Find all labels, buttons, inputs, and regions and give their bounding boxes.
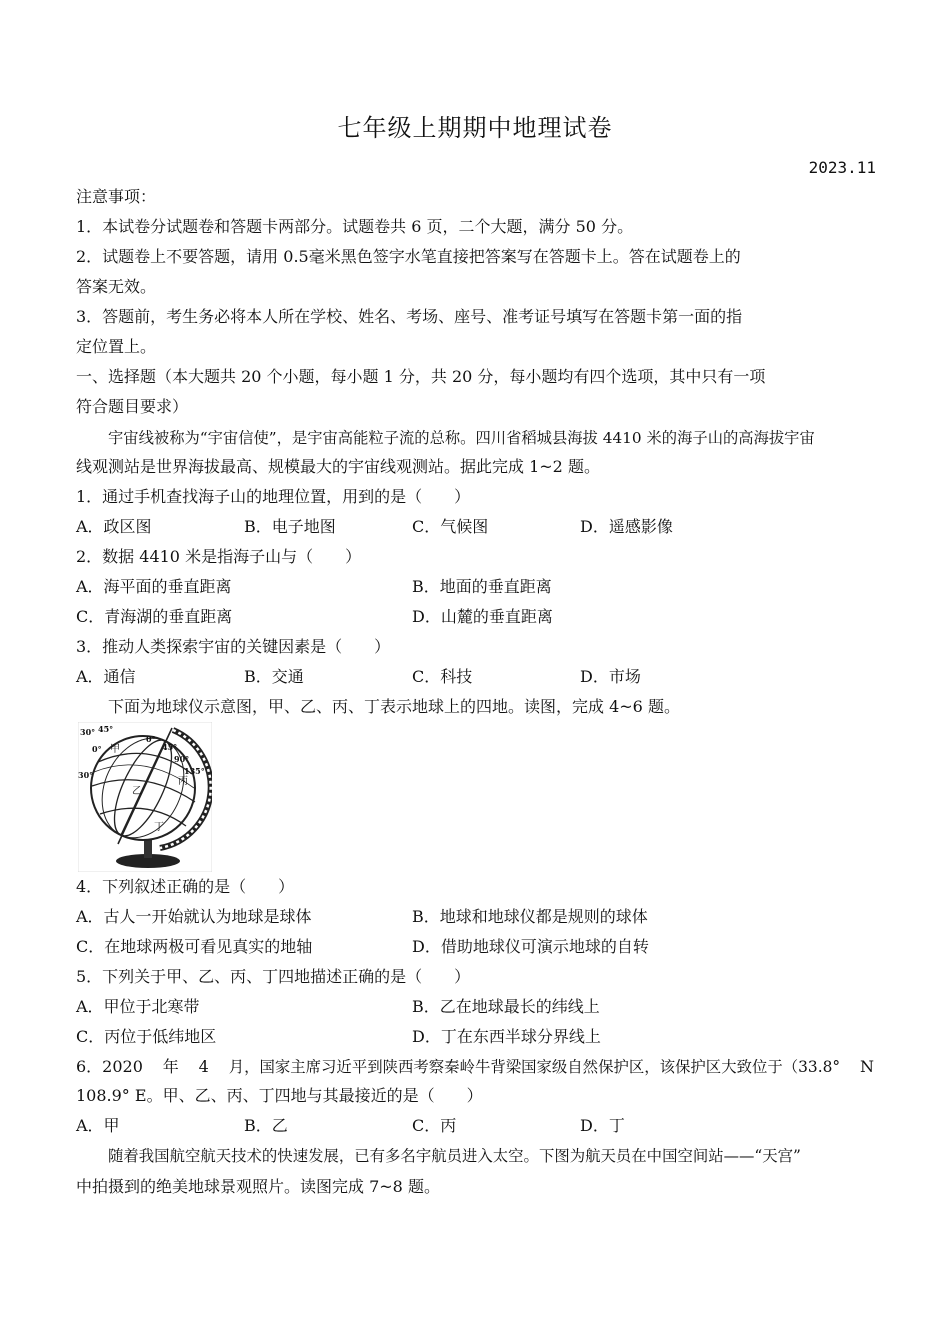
q1-option-b: B．电子地图 <box>244 517 336 536</box>
q1-option-a: A．政区图 <box>76 517 152 536</box>
globe-label-jia: 甲 <box>110 744 120 755</box>
passage3-line1: 随着我国航空航天技术的快速发展，已有多名宇航员进入太空。下图为航天员在中国空间站——“天宫” <box>108 1147 801 1165</box>
globe-label-ding: 丁 <box>154 822 164 833</box>
globe-label-45-right: 45° <box>162 742 178 752</box>
passage3-line2: 中拍摄到的绝美地球景观照片。读图完成 7~8 题。 <box>76 1177 440 1196</box>
globe-figure <box>78 722 212 872</box>
exam-date: 2023.11 <box>808 158 876 177</box>
notice-item-2b: 答案无效。 <box>76 277 157 296</box>
q5-option-b: B．乙在地球最长的纬线上 <box>412 997 600 1016</box>
q2-option-d: D．山麓的垂直距离 <box>412 607 553 626</box>
q6-option-c: C．丙 <box>412 1116 457 1135</box>
section-heading-a: 一、选择题（本大题共 20 个小题，每小题 1 分，共 20 分，每小题均有四个选项，其中只有一项 <box>76 367 766 386</box>
q3-option-b: B．交通 <box>244 667 304 686</box>
passage2: 下面为地球仪示意图，甲、乙、丙、丁表示地球上的四地。读图，完成 4~6 题。 <box>108 697 680 716</box>
q1-stem: 1．通过手机查找海子山的地理位置，用到的是（ ） <box>76 487 471 506</box>
q6-stem-a-part3: 4 <box>198 1057 209 1076</box>
q6-stem-b: 108.9° E。甲、乙、丙、丁四地与其最接近的是（ ） <box>76 1086 483 1105</box>
exam-title: 七年级上期期中地理试卷 <box>337 114 613 142</box>
q5-stem: 5．下列关于甲、乙、丙、丁四地描述正确的是（ ） <box>76 967 471 986</box>
q6-stem-a-part1: 6．2020 <box>76 1057 143 1076</box>
notice-item-3b: 定位置上。 <box>76 337 157 356</box>
globe-label-30-left: 30° <box>78 770 94 780</box>
q2-stem: 2．数据 4410 米是指海子山与（ ） <box>76 547 362 566</box>
q6-option-b: B．乙 <box>244 1116 288 1135</box>
q6-stem-a <box>76 1057 874 1077</box>
q3-option-a: A．通信 <box>76 667 136 686</box>
q3-option-d: D．市场 <box>580 667 641 686</box>
globe-label-135: 135° <box>184 766 205 776</box>
q5-option-d: D．丁在东西半球分界线上 <box>412 1027 601 1046</box>
q1-option-d: D．遥感影像 <box>580 517 673 536</box>
notice-item-2a: 2．试题卷上不要答题，请用 0.5毫米黑色签字水笔直接把答案写在答题卡上。答在试题卷上的 <box>76 247 741 266</box>
q3-stem: 3．推动人类探索宇宙的关键因素是（ ） <box>76 637 391 656</box>
q6-stem-a-part2: 年 <box>162 1057 179 1076</box>
globe-label-90: 90° <box>174 754 190 764</box>
q4-option-d: D．借助地球仪可演示地球的自转 <box>412 937 649 956</box>
q6-stem-a-part4: 月，国家主席习近平到陕西考察秦岭牛背梁国家级自然保护区，该保护区大致位于（33.8° <box>228 1058 841 1076</box>
globe-label-yi: 乙 <box>132 786 142 797</box>
q2-option-b: B．地面的垂直距离 <box>412 577 552 596</box>
q6-option-a: A．甲 <box>76 1116 120 1135</box>
section-heading-b: 符合题目要求） <box>76 397 189 416</box>
q2-option-a: A．海平面的垂直距离 <box>76 577 232 596</box>
q1-option-c: C．气候图 <box>412 517 489 536</box>
q6-stem-a-part5: N <box>859 1057 874 1076</box>
globe-label-bing: 丙 <box>178 776 188 787</box>
q5-option-c: C．丙位于低纬地区 <box>76 1027 217 1046</box>
q6-option-d: D．丁 <box>580 1116 625 1135</box>
q4-option-c: C．在地球两极可看见真实的地轴 <box>76 937 313 956</box>
passage1-line1: 宇宙线被称为“宇宙信使”，是宇宙高能粒子流的总称。四川省稻城县海拔 4410 米的海子山的高海拔宇宙 <box>108 429 815 447</box>
q5-option-a: A．甲位于北寒带 <box>76 997 200 1016</box>
globe-label-0-left: 0° <box>92 744 102 754</box>
notice-item-1: 1．本试卷分试题卷和答题卡两部分。试题卷共 6 页，二个大题，满分 50 分。 <box>76 217 634 236</box>
q3-option-c: C．科技 <box>412 667 473 686</box>
q2-option-c: C．青海湖的垂直距离 <box>76 607 233 626</box>
globe-label-45-top: 45° <box>98 724 114 734</box>
notice-heading: 注意事项： <box>76 187 157 206</box>
q4-option-b: B．地球和地球仪都是规则的球体 <box>412 907 648 926</box>
globe-label-0-top: 0° <box>146 734 156 744</box>
passage1-line2: 线观测站是世界海拔最高、规模最大的宇宙线观测站。据此完成 1~2 题。 <box>76 457 600 476</box>
notice-item-3a: 3．答题前，考生务必将本人所在学校、姓名、考场、座号、准考证号填写在答题卡第一面的指 <box>76 307 743 326</box>
globe-label-30n-left: 30° <box>80 727 96 737</box>
q4-stem: 4．下列叙述正确的是（ ） <box>76 877 295 896</box>
q4-option-a: A．古人一开始就认为地球是球体 <box>76 907 312 926</box>
